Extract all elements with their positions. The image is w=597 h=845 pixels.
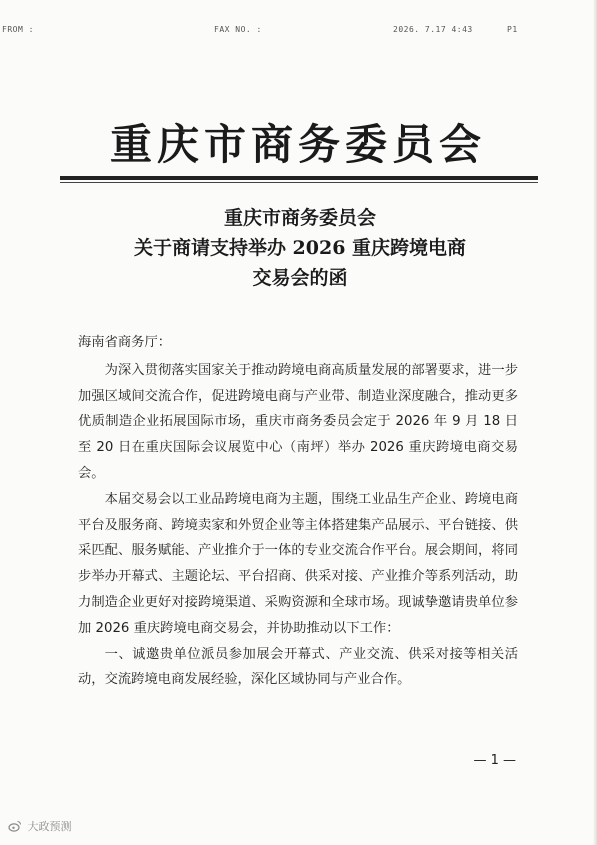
document-body	[78, 330, 518, 693]
body-paragraph: 为深入贯彻落实国家关于推动跨境电商高质量发展的部署要求，进一步加强区域间交流合作，促进跨境电商与产业带、制造业深度融合，推动更多优质制造企业拓展国际市场，重庆市商务委员会定于 2026 年 9 月 18 日至 20 日在重庆国际会议展览中心（南坪）举办 2026 重庆跨境电商交易会。	[78, 362, 518, 481]
weibo-icon	[8, 819, 22, 833]
body-paragraph: 本届交易会以工业品跨境电商为主题，围绕工业品生产企业、跨境电商平台及服务商、跨境卖家和外贸企业等主体搭建集产品展示、平台链接、供采匹配、服务赋能、产业推介于一体的专业交流合作平台。展会期间，将同步举办开幕式、主题论坛、平台招商、供采对接、产业推介等系列活动，助力制造企业更好对接跨境渠道、采购资源和全球市场。现诚挚邀请贵单位参加 2026 重庆跨境电商交易会，并协助推动以下工作：	[78, 491, 518, 636]
fax-page: P1	[507, 25, 518, 34]
letterhead-rule-thin	[60, 182, 538, 183]
salutation: 海南省商务厅：	[78, 335, 172, 350]
document-title	[80, 203, 520, 293]
body-paragraph: 一、诚邀贵单位派员参加展会开幕式、产业交流、供采对接等相关活动，交流跨境电商发展经验，深化区域协同与产业合作。	[78, 646, 518, 688]
letterhead-rule-thick	[60, 176, 538, 180]
page-number: — 1 —	[473, 753, 516, 768]
fax-number: FAX NO. :	[214, 25, 262, 34]
fax-from: FROM :	[2, 25, 34, 34]
watermark-text: 大政预测	[27, 820, 72, 833]
fax-date: 2026. 7.17 4:43	[393, 25, 473, 34]
title-line: 重庆市商务委员会	[223, 207, 376, 229]
fax-header	[0, 25, 597, 39]
letterhead: 重庆市商务委员会	[109, 120, 486, 169]
title-line: 关于商请支持举办 2026 重庆跨境电商	[133, 237, 467, 259]
title-line: 交易会的函	[252, 267, 348, 289]
page-edge	[593, 0, 597, 845]
watermark	[8, 818, 72, 834]
